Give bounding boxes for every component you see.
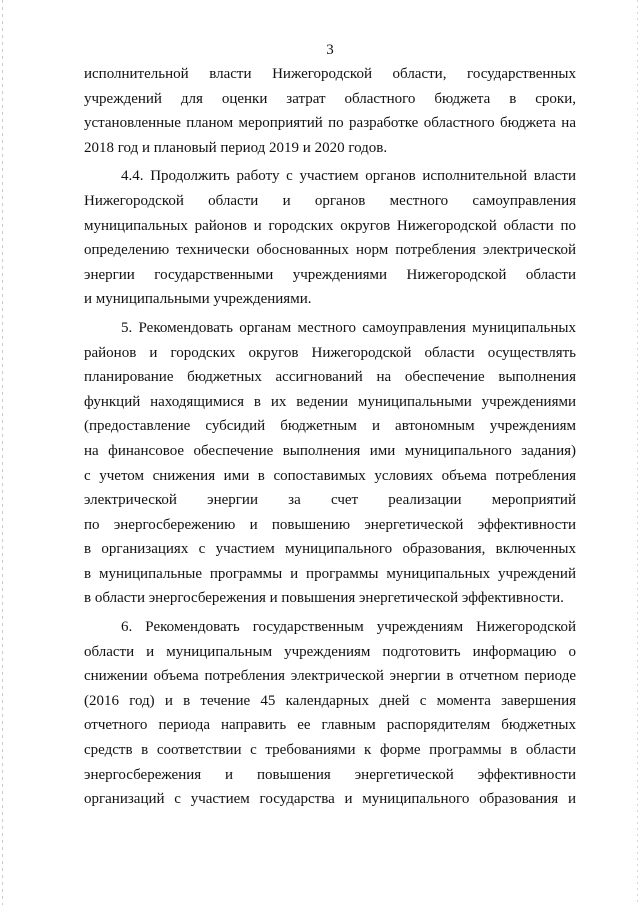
text-line: (2016 год) и в течение 45 календарных дней с момента завершения	[84, 692, 576, 709]
text-line: и муниципальными учреждениями.	[84, 291, 312, 308]
text-line: 6. Рекомендовать государственным учреждениям Нижегородской	[121, 619, 576, 636]
text-line: отчетного периода направить ее главным распорядителям бюджетных	[84, 717, 576, 734]
text-line: снижении объема потребления электрической энергии в отчетном периоде	[84, 668, 576, 685]
text-line: функций находящимися в их ведении муниципальными учреждениями	[84, 393, 576, 410]
scan-edge-left	[2, 0, 3, 905]
page-number: 3	[326, 42, 334, 58]
document-body	[84, 62, 576, 812]
text-line: с учетом снижения ими в сопоставимых условиях объема потребления	[84, 467, 576, 484]
text-line: 4.4. Продолжить работу с участием органов исполнительной власти	[121, 168, 576, 185]
text-line: на финансовое обеспечение выполнения ими муниципального задания)	[84, 442, 576, 459]
text-line: планирование бюджетных ассигнований на обеспечение выполнения	[84, 369, 576, 386]
text-line: исполнительной власти Нижегородской области, государственных	[84, 66, 576, 82]
text-line: электрической энергии за счет реализации мероприятий	[84, 492, 576, 509]
text-line: муниципальных районов и городских округов Нижегородской области по	[84, 217, 576, 234]
text-line: области и муниципальным учреждениям подготовить информацию о	[84, 643, 576, 660]
text-line: в организациях с участием муниципального образования, включенных	[84, 541, 576, 558]
text-line: (предоставление субсидий бюджетным и автономным учреждениям	[84, 418, 576, 435]
text-line: 2018 год и плановый период 2019 и 2020 годов.	[84, 139, 388, 156]
text-line: по энергосбережению и повышению энергетической эффективности	[84, 516, 576, 533]
text-line: учреждений для оценки затрат областного бюджета в сроки,	[84, 90, 576, 107]
text-line: районов и городских округов Нижегородской области осуществлять	[84, 344, 576, 361]
text-line: организаций с участием государства и муниципального образования и	[84, 791, 576, 808]
text-line: установленные планом мероприятий по разработке областного бюджета на	[84, 115, 576, 132]
text-line: энергосбережения и повышения энергетической эффективности	[84, 766, 576, 783]
text-line: 5. Рекомендовать органам местного самоуправления муниципальных	[121, 319, 576, 336]
text-line: в области энергосбережения и повышения энергетической эффективности.	[84, 590, 564, 607]
scan-edge-right	[637, 0, 638, 905]
text-line: средств в соответствии с требованиями к форме программы в области	[84, 742, 576, 759]
text-line: Нижегородской области и органов местного самоуправления	[84, 192, 576, 209]
text-line: энергии государственными учреждениями Нижегородской области	[84, 266, 576, 283]
text-line: определению технически обоснованных норм потребления электрической	[84, 242, 576, 259]
text-line: в муниципальные программы и программы муниципальных учреждений	[84, 565, 576, 582]
